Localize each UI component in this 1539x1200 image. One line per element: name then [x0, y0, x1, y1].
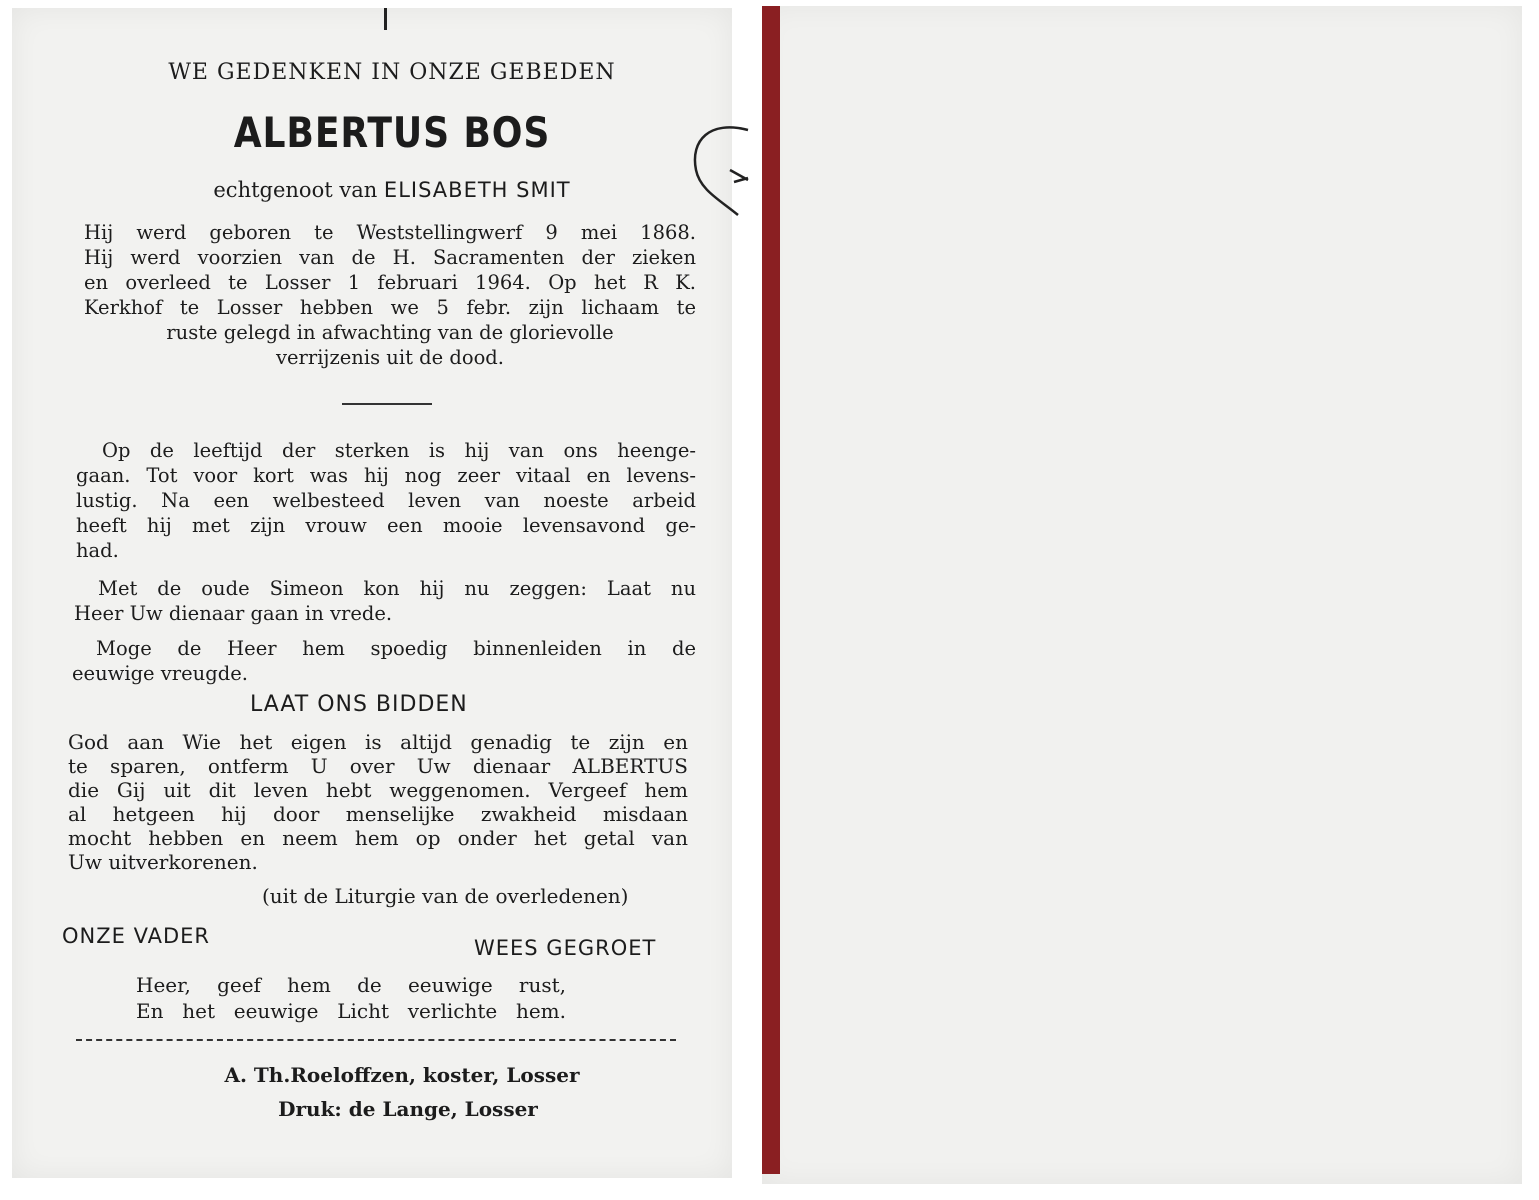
hope-line: eeuwige vreugde.	[72, 662, 248, 685]
prayer-line: God aan Wie het eigen is altijd genadig te zijn en	[68, 730, 688, 754]
simeon-paragraph	[74, 576, 696, 626]
liturgy-source: (uit de Liturgie van de overledenen)	[262, 884, 629, 908]
bio-line: Kerkhof te Losser hebben we 5 febr. zijn lichaam te	[84, 296, 696, 319]
simeon-line: Met de oude Simeon kon hij nu zeggen: Laat nu	[98, 577, 696, 600]
prayer-text	[68, 730, 688, 874]
hope-line: Moge de Heer hem spoedig binnenleiden in de	[96, 637, 696, 660]
short-divider	[342, 403, 432, 405]
eulogy-line: had.	[76, 539, 119, 562]
memorial-card-back	[762, 6, 1522, 1184]
bio-line: en overleed te Losser 1 februari 1964. Op het R K.	[84, 271, 696, 294]
bio-line: Hij werd voorzien van de H. Sacramenten der zieken	[84, 246, 696, 269]
footer	[12, 1058, 732, 1126]
eulogy-line: lustig. Na een welbesteed leven van noeste arbeid	[76, 489, 696, 512]
closing-line: En het eeuwige Licht verlichte hem.	[136, 999, 566, 1023]
eulogy-line: gaan. Tot voor kort was hij nog zeer vitaal en levens-	[76, 464, 696, 487]
bio-line: verrijzenis uit de dood.	[276, 346, 504, 369]
deceased-name: ALBERTUS BOS	[233, 108, 551, 157]
prayer-line: die Gij uit dit leven hebt weggenomen. Vergeef hem	[68, 778, 688, 802]
bio-line: ruste gelegd in afwachting van de glorievolle	[166, 321, 614, 344]
prayer-line: al hetgeen hij door menselijke zwakheid misdaan	[68, 802, 688, 826]
biography	[84, 220, 696, 370]
memorial-card-front	[12, 8, 732, 1178]
spouse-name: ELISABETH SMIT	[383, 178, 571, 202]
simeon-line: Heer Uw dienaar gaan in vrede.	[74, 602, 393, 625]
eulogy-line: Op de leeftijd der sterken is hij van ons heenge-	[102, 439, 696, 462]
eulogy-paragraph	[76, 438, 696, 563]
prayer-line: Uw uitverkorenen.	[68, 850, 258, 874]
long-divider	[76, 1039, 676, 1041]
footer-line: Druk: de Lange, Losser	[278, 1097, 538, 1121]
eulogy-line: heeft hij met zijn vrouw een mooie levensavond ge-	[76, 514, 696, 537]
prayer-line: te sparen, ontferm U over Uw dienaar ALBERTUS	[68, 754, 688, 778]
card-heading: WE GEDENKEN IN ONZE GEBEDEN	[168, 60, 616, 85]
hope-paragraph	[72, 636, 696, 686]
spouse-line	[12, 178, 772, 202]
closing-prayer	[136, 972, 566, 1024]
bio-line: Hij werd geboren te Weststellingwerf 9 mei 1868.	[84, 221, 696, 244]
prayer-line: mocht hebben en neem hem op onder het getal van	[68, 826, 688, 850]
red-card-edge	[762, 6, 780, 1174]
fold-mark	[384, 8, 387, 30]
closing-line: Heer, geef hem de eeuwige rust,	[136, 973, 566, 997]
spouse-prefix: echtgenoot van	[213, 178, 378, 202]
prayer-onze-vader: ONZE VADER	[62, 924, 210, 948]
prayer-heading: LAAT ONS BIDDEN	[250, 692, 468, 717]
prayer-wees-gegroet: WEES GEGROET	[474, 936, 657, 960]
footer-line: A. Th.Roeloffzen, koster, Losser	[224, 1063, 580, 1087]
